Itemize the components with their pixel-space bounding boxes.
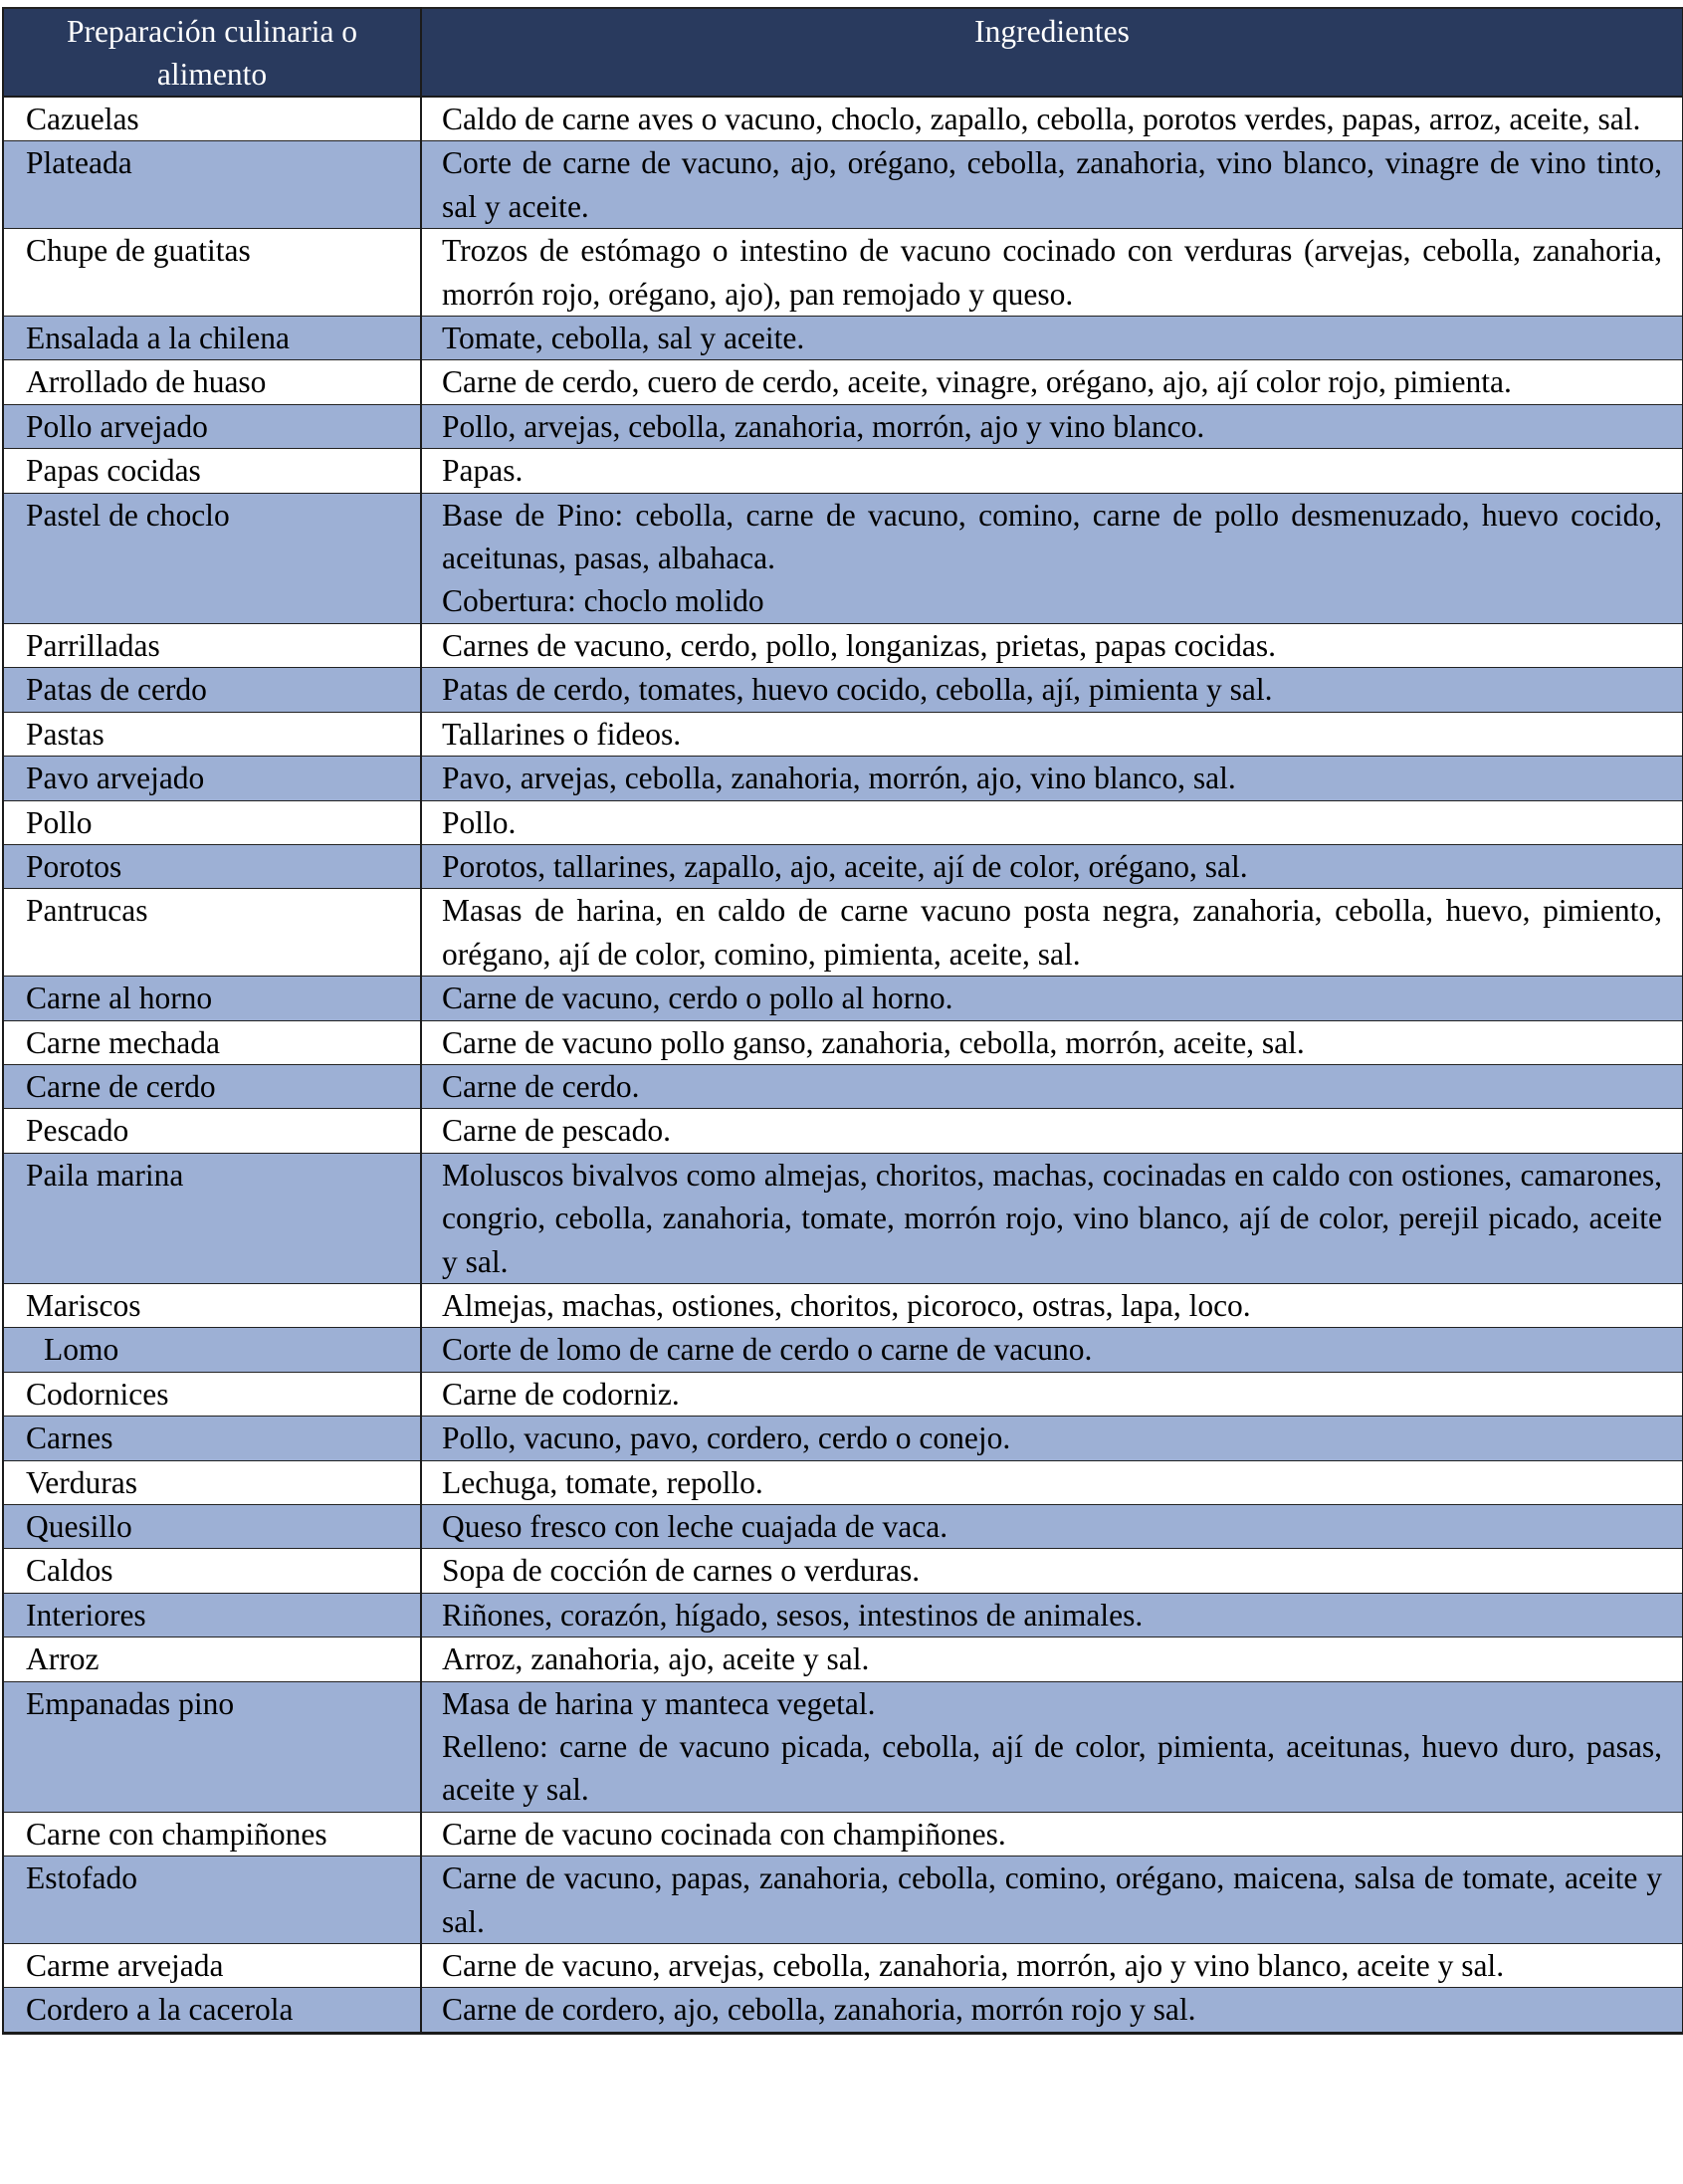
table-row [3, 1460, 1683, 1504]
ingredients-text: Carne de pescado. [442, 1113, 672, 1149]
ingredients-text: Papas. [442, 453, 524, 489]
table-row [3, 141, 1683, 229]
ingredients-text: Trozos de estómago o intestino de vacuno cocinado con verduras (arvejas, cebolla, zanahoria, morrón rojo, orégano, ajo), pan remojado y queso. [442, 233, 1662, 312]
ingredients-cell [421, 1283, 1683, 1327]
header-preparation: Preparación culinaria o alimento [3, 8, 421, 97]
dish-name-cell: Plateada [3, 141, 421, 229]
ingredients-cell [421, 1988, 1683, 2033]
table-row [3, 1372, 1683, 1416]
ingredients-text: Relleno: carne de vacuno picada, cebolla, ají de color, pimienta, aceitunas, huevo duro, pasas, aceite y sal. [442, 1729, 1662, 1808]
ingredients-cell [421, 493, 1683, 623]
table-row [3, 800, 1683, 844]
table-row [3, 712, 1683, 756]
ingredients-text: Pavo, arvejas, cebolla, zanahoria, morrón, ajo, vino blanco, sal. [442, 761, 1236, 796]
dish-name-cell: Lomo [3, 1328, 421, 1372]
ingredients-cell [421, 317, 1683, 360]
dish-name-cell: Patas de cerdo [3, 668, 421, 712]
ingredients-cell [421, 1417, 1683, 1460]
ingredients-text: Tallarines o fideos. [442, 716, 682, 752]
ingredients-cell [421, 360, 1683, 404]
dish-name-cell: Papas cocidas [3, 449, 421, 493]
ingredients-text: Carne de cordero, ajo, cebolla, zanahoria, morrón rojo y sal. [442, 1992, 1196, 2028]
table-row [3, 1549, 1683, 1593]
ingredients-text: Lechuga, tomate, repollo. [442, 1464, 763, 1500]
ingredients-cell [421, 977, 1683, 1020]
ingredients-cell [421, 800, 1683, 844]
table-row [3, 1944, 1683, 1988]
ingredients-cell [421, 97, 1683, 141]
header-row [3, 8, 1683, 97]
ingredients-cell [421, 712, 1683, 756]
ingredients-table [2, 7, 1683, 2035]
ingredients-text: Masa de harina y manteca vegetal. [442, 1685, 876, 1721]
table-row [3, 1064, 1683, 1108]
ingredients-text: Queso fresco con leche cuajada de vaca. [442, 1509, 948, 1544]
ingredients-cell [421, 1638, 1683, 1681]
table-row [3, 668, 1683, 712]
dish-name-cell: Ensalada a la chilena [3, 317, 421, 360]
dish-name-cell: Carne mechada [3, 1020, 421, 1064]
table-row [3, 493, 1683, 623]
ingredients-text: Carne de cerdo, cuero de cerdo, aceite, vinagre, orégano, ajo, ají color rojo, pimienta. [442, 364, 1512, 400]
ingredients-text: Carne de cerdo. [442, 1068, 640, 1104]
header-ingredients: Ingredientes [421, 8, 1683, 97]
dish-name-cell: Carme arvejada [3, 1944, 421, 1988]
table-row [3, 1856, 1683, 1944]
table-row [3, 449, 1683, 493]
dish-name-cell: Porotos [3, 844, 421, 888]
ingredients-cell [421, 1109, 1683, 1153]
ingredients-text: Cobertura: choclo molido [442, 583, 764, 619]
ingredients-cell [421, 1812, 1683, 1856]
ingredients-cell [421, 1505, 1683, 1549]
ingredients-cell [421, 1020, 1683, 1064]
table-row [3, 623, 1683, 667]
ingredients-text: Pollo. [442, 804, 517, 840]
table-row [3, 1505, 1683, 1549]
dish-name-cell: Quesillo [3, 1505, 421, 1549]
ingredients-text: Carne de vacuno, cerdo o pollo al horno. [442, 981, 953, 1016]
ingredients-text: Carne de vacuno cocinada con champiñones. [442, 1816, 1006, 1852]
ingredients-text: Corte de carne de vacuno, ajo, orégano, cebolla, zanahoria, vino blanco, vinagre de vino tinto, sal y aceite. [442, 145, 1662, 224]
ingredients-text: Sopa de cocción de carnes o verduras. [442, 1553, 921, 1589]
ingredients-text: Carne de vacuno, arvejas, cebolla, zanahoria, morrón, ajo y vino blanco, aceite y sal. [442, 1948, 1505, 1984]
table-row [3, 1417, 1683, 1460]
dish-name-cell: Pescado [3, 1109, 421, 1153]
table-row [3, 1328, 1683, 1372]
table-row [3, 977, 1683, 1020]
dish-name-cell: Interiores [3, 1593, 421, 1637]
ingredients-text: Base de Pino: cebolla, carne de vacuno, comino, carne de pollo desmenuzado, huevo cocido, aceitunas, pasas, albahaca. [442, 497, 1662, 576]
table-header [3, 8, 1683, 97]
ingredients-text: Riñones, corazón, hígado, sesos, intestinos de animales. [442, 1597, 1144, 1633]
ingredients-text: Carnes de vacuno, cerdo, pollo, longanizas, prietas, papas cocidas. [442, 627, 1276, 663]
dish-name-cell: Carne de cerdo [3, 1064, 421, 1108]
table-row [3, 1153, 1683, 1283]
dish-name-cell: Pastas [3, 712, 421, 756]
ingredients-text: Carne de codorniz. [442, 1376, 680, 1412]
ingredients-text: Pollo, arvejas, cebolla, zanahoria, morrón, ajo y vino blanco. [442, 408, 1205, 444]
table-row [3, 1020, 1683, 1064]
ingredients-cell [421, 1549, 1683, 1593]
table-row [3, 889, 1683, 977]
ingredients-cell [421, 623, 1683, 667]
dish-name-cell: Pollo arvejado [3, 404, 421, 448]
ingredients-text: Patas de cerdo, tomates, huevo cocido, cebolla, ají, pimienta y sal. [442, 672, 1273, 708]
ingredients-text: Carne de vacuno, papas, zanahoria, cebolla, comino, orégano, maicena, salsa de tomate, aceite y sal. [442, 1860, 1662, 1939]
dish-name-cell: Mariscos [3, 1283, 421, 1327]
ingredients-cell [421, 844, 1683, 888]
ingredients-cell [421, 229, 1683, 317]
dish-name-cell: Cazuelas [3, 97, 421, 141]
ingredients-cell [421, 141, 1683, 229]
ingredients-text: Pollo, vacuno, pavo, cordero, cerdo o conejo. [442, 1420, 1011, 1456]
dish-name-cell: Paila marina [3, 1153, 421, 1283]
ingredients-cell [421, 1328, 1683, 1372]
table-row [3, 1283, 1683, 1327]
ingredients-cell [421, 404, 1683, 448]
table-row [3, 97, 1683, 141]
ingredients-cell [421, 1593, 1683, 1637]
ingredients-text: Masas de harina, en caldo de carne vacuno posta negra, zanahoria, cebolla, huevo, pimiento, orégano, ají de color, comino, pimienta, aceite, sal. [442, 893, 1662, 972]
ingredients-cell [421, 449, 1683, 493]
dish-name-cell: Carne con champiñones [3, 1812, 421, 1856]
dish-name-cell: Pollo [3, 800, 421, 844]
dish-name-cell: Carne al horno [3, 977, 421, 1020]
ingredients-cell [421, 1944, 1683, 1988]
dish-name-cell: Pantrucas [3, 889, 421, 977]
dish-name-cell: Empanadas pino [3, 1681, 421, 1812]
ingredients-cell [421, 757, 1683, 800]
ingredients-text: Corte de lomo de carne de cerdo o carne de vacuno. [442, 1332, 1093, 1368]
dish-name-cell: Parrilladas [3, 623, 421, 667]
dish-name-cell: Verduras [3, 1460, 421, 1504]
table-row [3, 1109, 1683, 1153]
ingredients-cell [421, 1856, 1683, 1944]
table-row [3, 404, 1683, 448]
ingredients-cell [421, 1153, 1683, 1283]
table-row [3, 844, 1683, 888]
ingredients-cell [421, 889, 1683, 977]
table-body [3, 97, 1683, 2033]
dish-name-cell: Chupe de guatitas [3, 229, 421, 317]
ingredients-text: Porotos, tallarines, zapallo, ajo, aceite, ají de color, orégano, sal. [442, 848, 1248, 884]
table-row [3, 1988, 1683, 2033]
table-row [3, 757, 1683, 800]
ingredients-cell [421, 1681, 1683, 1812]
ingredients-cell [421, 668, 1683, 712]
table-row [3, 1812, 1683, 1856]
table-row [3, 229, 1683, 317]
ingredients-cell [421, 1064, 1683, 1108]
ingredients-text: Caldo de carne aves o vacuno, choclo, zapallo, cebolla, porotos verdes, papas, arroz, aceite, sal. [442, 102, 1641, 136]
ingredients-cell [421, 1460, 1683, 1504]
dish-name-cell: Codornices [3, 1372, 421, 1416]
table-row [3, 317, 1683, 360]
dish-name-cell: Arrollado de huaso [3, 360, 421, 404]
dish-name-cell: Pastel de choclo [3, 493, 421, 623]
dish-name-cell: Pavo arvejado [3, 757, 421, 800]
table-row [3, 1593, 1683, 1637]
table-row [3, 360, 1683, 404]
ingredients-table-container [2, 7, 1682, 2035]
dish-name-cell: Arroz [3, 1638, 421, 1681]
dish-name-cell: Cordero a la cacerola [3, 1988, 421, 2033]
ingredients-text: Almejas, machas, ostiones, choritos, picoroco, ostras, lapa, loco. [442, 1287, 1251, 1323]
ingredients-cell [421, 1372, 1683, 1416]
dish-name-cell: Estofado [3, 1856, 421, 1944]
dish-name-cell: Caldos [3, 1549, 421, 1593]
dish-name-cell: Carnes [3, 1417, 421, 1460]
table-row [3, 1638, 1683, 1681]
ingredients-text: Tomate, cebolla, sal y aceite. [442, 321, 805, 356]
ingredients-text: Arroz, zanahoria, ajo, aceite y sal. [442, 1641, 870, 1677]
table-row [3, 1681, 1683, 1812]
ingredients-text: Moluscos bivalvos como almejas, choritos, machas, cocinadas en caldo con ostiones, camarones, congrio, cebolla, zanahoria, tomate, morrón rojo, vino blanco, ají de color, perejil picado, aceite y sal. [442, 1157, 1662, 1279]
ingredients-text: Carne de vacuno pollo ganso, zanahoria, cebolla, morrón, aceite, sal. [442, 1024, 1305, 1060]
